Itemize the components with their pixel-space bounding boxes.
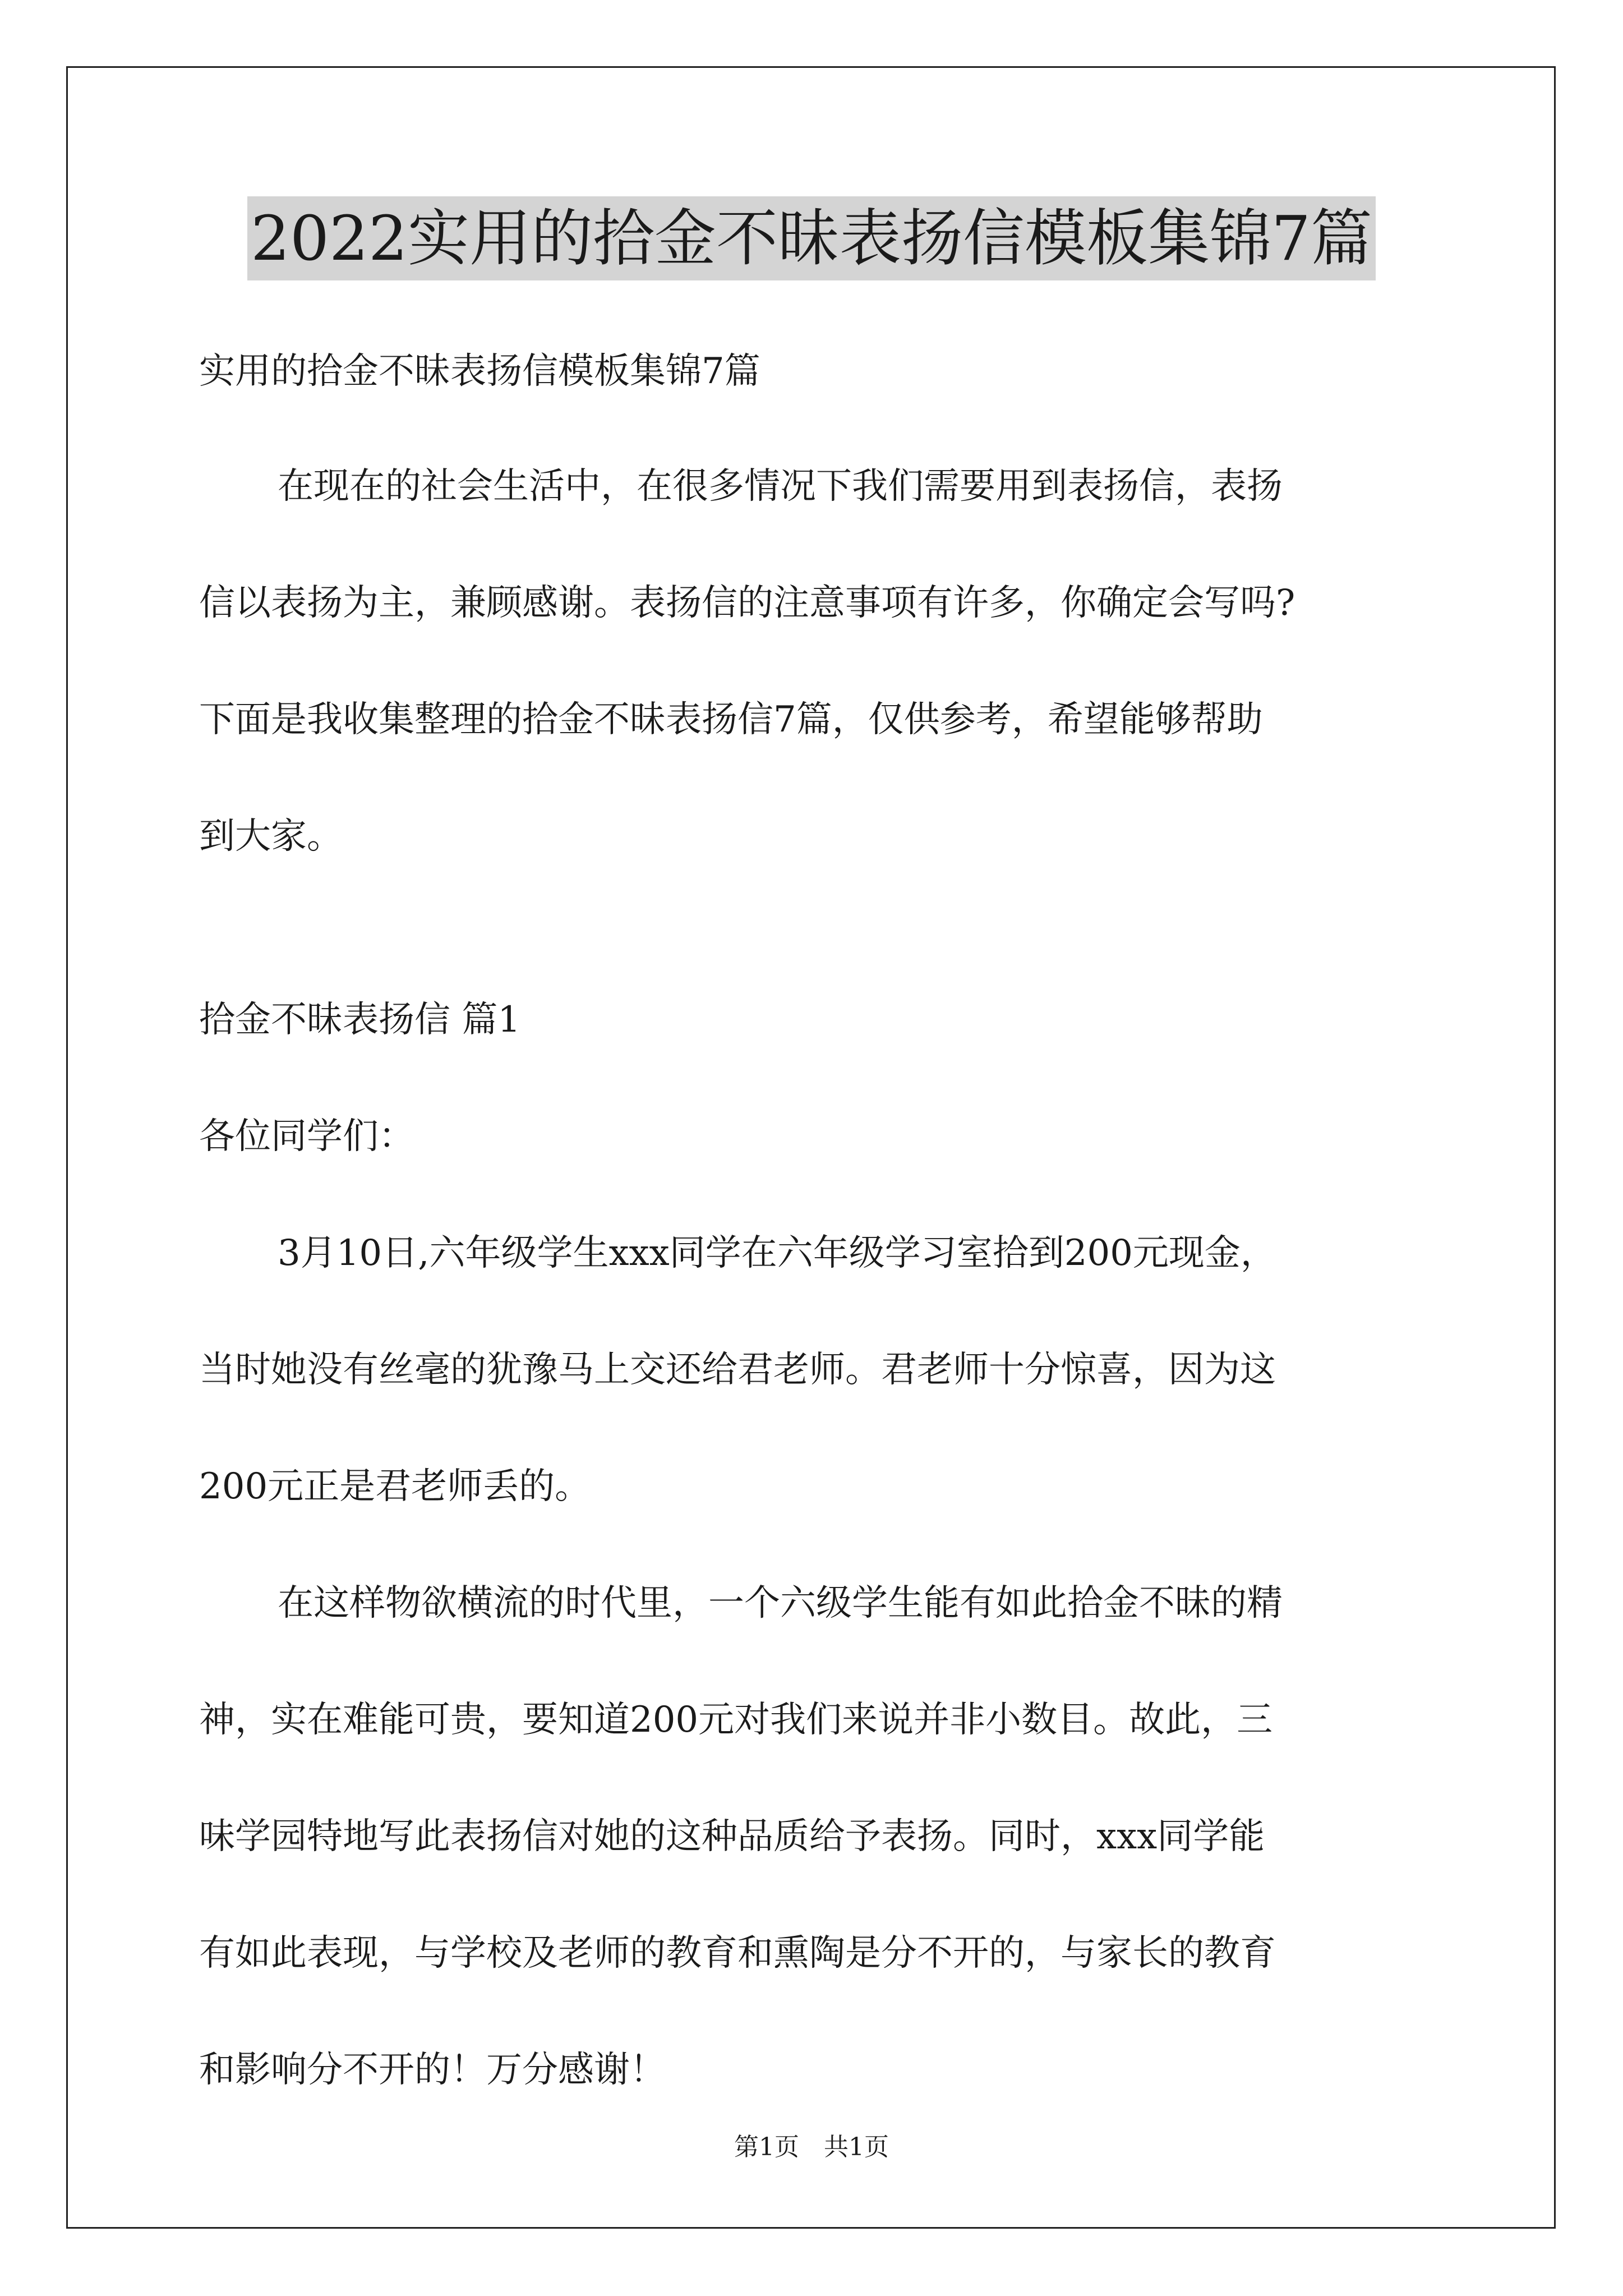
para2-line-2: 神，实在难能可贵，要知道200元对我们来说并非小数目。故此，三 [199, 1699, 1273, 1741]
section-heading: 拾金不昧表扬信 篇1 [199, 999, 521, 1041]
intro-line-2: 信以表扬为主，兼顾感谢。表扬信的注意事项有许多，你确定会写吗? [199, 582, 1295, 624]
intro-line-4: 到大家。 [199, 816, 343, 857]
page-footer: 第1页 共1页 [734, 2133, 889, 2161]
para1-line-1: 3月10日,六年级学生xxx同学在六年级学习室拾到200元现金， [278, 1232, 1276, 1274]
title-container [0, 196, 1623, 280]
intro-line-3: 下面是我收集整理的拾金不昧表扬信7篇，仅供参考，希望能够帮助 [199, 699, 1263, 740]
page-title: 2022实用的拾金不昧表扬信模板集锦7篇 [247, 196, 1376, 280]
para2-line-5: 和影响分不开的！万分感谢！ [199, 2049, 666, 2091]
para1-line-2: 当时她没有丝毫的犹豫马上交还给君老师。君老师十分惊喜，因为这 [199, 1349, 1276, 1391]
intro-line-1: 在现在的社会生活中，在很多情况下我们需要用到表扬信，表扬 [278, 466, 1283, 507]
para1-line-3: 200元正是君老师丢的。 [199, 1466, 591, 1507]
para2-line-4: 有如此表现，与学校及老师的教育和熏陶是分不开的，与家长的教育 [199, 1932, 1276, 1974]
salutation: 各位同学们： [199, 1116, 414, 1157]
subtitle: 实用的拾金不昧表扬信模板集锦7篇 [199, 351, 760, 392]
para2-line-3: 味学园特地写此表扬信对她的这种品质给予表扬。同时，xxx同学能 [199, 1816, 1265, 1857]
para2-line-1: 在这样物欲横流的时代里，一个六级学生能有如此拾金不昧的精 [278, 1582, 1283, 1624]
